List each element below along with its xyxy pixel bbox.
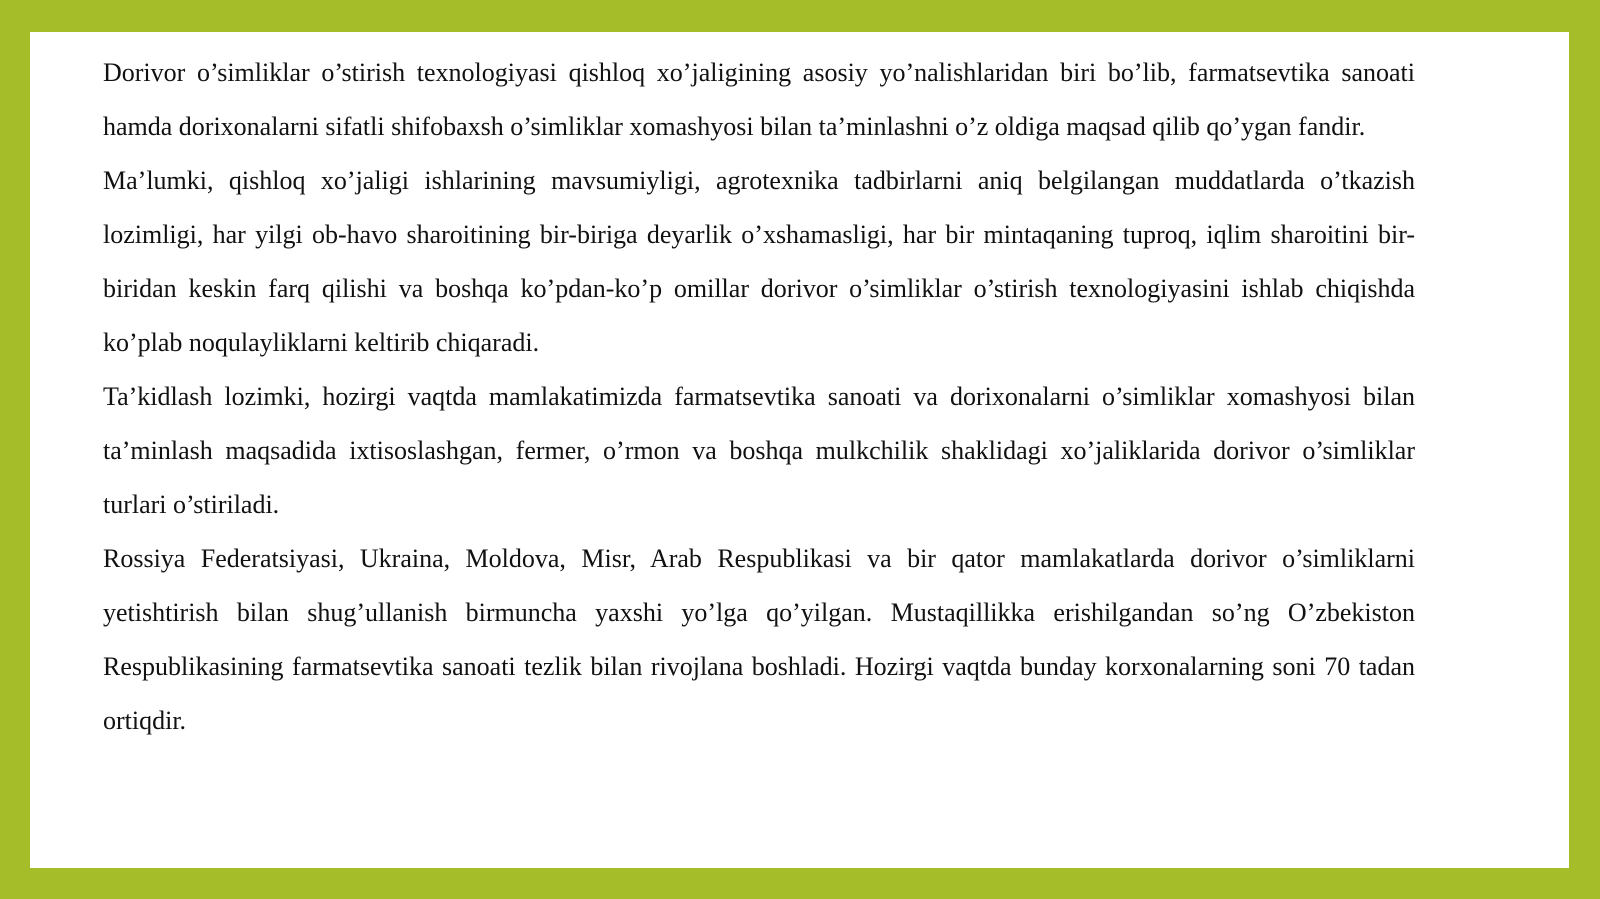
slide-text-body — [103, 46, 1415, 748]
slide-content-panel — [30, 32, 1569, 868]
paragraph-3: Ta’kidlash lozimki, hozirgi vaqtda mamlakatimizda farmatsevtika sanoati va dorixonalarni o’simliklar xomashyosi bilan ta’minlash maqsadida ixtisoslashgan, fermer, o’rmon va boshqa mulkchilik shaklidagi xo’jaliklarida dorivor o’simliklar turlari o’stiriladi. — [103, 382, 1415, 519]
paragraph-2: Ma’lumki, qishloq xo’jaligi ishlarining mavsumiyligi, agrotexnika tadbirlarni aniq belgilangan muddatlarda o’tkazish lozimligi, har yilgi ob-havo sharoitining bir-biriga deyarlik o’xshamasligi, har bir mintaqaning tuproq, iqlim sharoitini bir-biridan keskin farq qilishi va boshqa ko’pdan-ko’p omillar dorivor o’simliklar o’stirish texnologiyasini ishlab chiqishda ko’plab noqulayliklarni keltirib chiqaradi. — [103, 166, 1415, 357]
paragraph-1: Dorivor o’simliklar o’stirish texnologiyasi qishloq xo’jaligining asosiy yo’nalishlaridan biri bo’lib, farmatsevtika sanoati hamda dorixonalarni sifatli shifobaxsh o’simliklar xomashyosi bilan ta’minlashni o’z oldiga maqsad qilib qo’ygan fandir. — [103, 58, 1415, 141]
paragraph-4: Rossiya Federatsiyasi, Ukraina, Moldova, Misr, Arab Respublikasi va bir qator mamlakatlarda dorivor o’simliklarni yetishtirish bilan shug’ullanish birmuncha yaxshi yo’lga qo’yilgan. Mustaqillikka erishilgandan so’ng O’zbekiston Respublikasining farmatsevtika sanoati tezlik bilan rivojlana boshladi. Hozirgi vaqtda bunday korxonalarning soni 70 tadan ortiqdir. — [103, 544, 1415, 735]
